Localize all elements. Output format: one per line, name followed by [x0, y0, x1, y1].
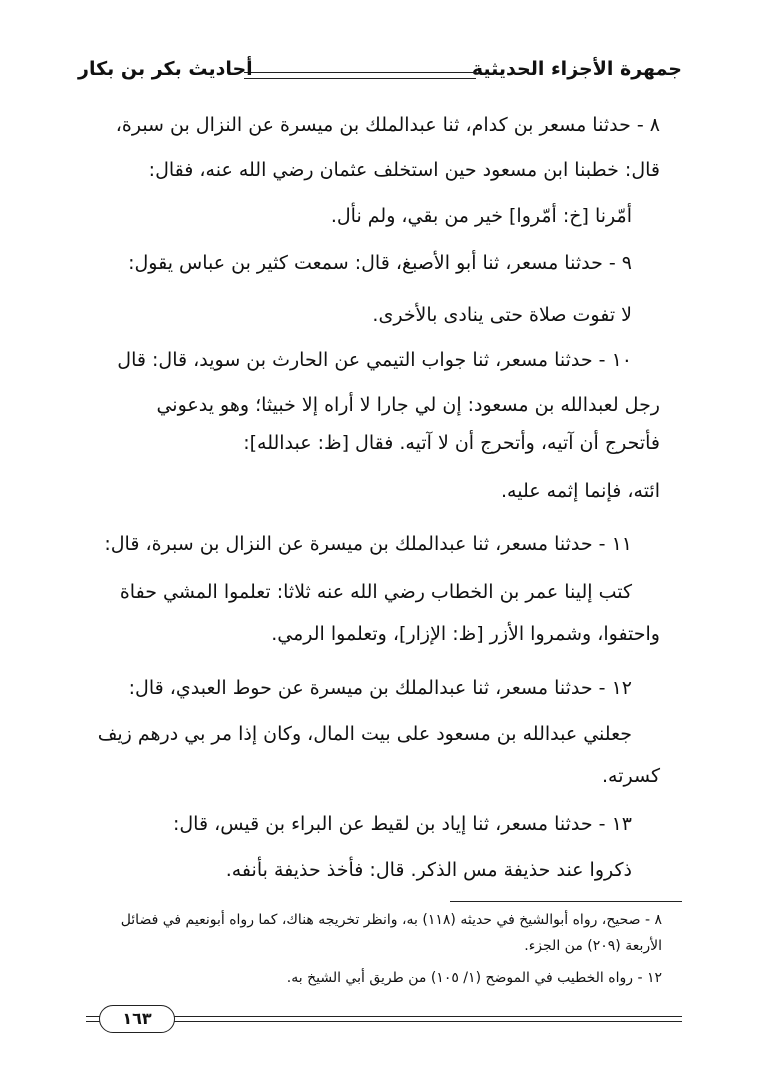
section-title: أحاديث بكر بن بكار [78, 58, 253, 80]
hadith-11-line-2: كتب إلينا عمر بن الخطاب رضي الله عنه ثلاثا: تعلموا المشي حفاة [119, 581, 632, 603]
footnote-8-line-1: ٨ - صحيح، رواه أبوالشيخ في حديثه (١١٨) به، وانظر تخريجه هناك، كما رواه أبونعيم في فضائل [120, 912, 662, 928]
footnote-separator [450, 901, 682, 902]
hadith-9-line-2: لا تفوت صلاة حتى ينادى بالأخرى. [372, 304, 632, 326]
hadith-12-line-3: كسرته. [602, 765, 660, 787]
header-rule [244, 72, 476, 79]
hadith-9-line-1: ٩ - حدثنا مسعر، ثنا أبو الأصبغ، قال: سمعت كثير بن عباس يقول: [128, 252, 632, 274]
hadith-12-line-1: ١٢ - حدثنا مسعر، ثنا عبدالملك بن ميسرة عن حوط العبدي، قال: [128, 677, 632, 699]
hadith-10-line-4: ائته، فإنما إثمه عليه. [501, 480, 660, 502]
hadith-10-line-2: رجل لعبدالله بن مسعود: إن لي جارا لا أراه إلا خبيثا؛ وهو يدعوني [156, 394, 660, 416]
hadith-11-line-1: ١١ - حدثنا مسعر، ثنا عبدالملك بن ميسرة عن النزال بن سبرة، قال: [104, 533, 632, 555]
hadith-8-line-1: ٨ - حدثنا مسعر بن كدام، ثنا عبدالملك بن ميسرة عن النزال بن سبرة، [115, 114, 660, 136]
book-title: جمهرة الأجزاء الحديثية [471, 58, 682, 80]
hadith-10-line-3: فأتحرج أن آتيه، وأتحرج أن لا آتيه. فقال [ظ: عبدالله]: [243, 432, 660, 454]
hadith-12-line-2: جعلني عبدالله بن مسعود على بيت المال، وكان إذا مر بي درهم زيف [97, 723, 632, 745]
hadith-10-line-1: ١٠ - حدثنا مسعر، ثنا جواب التيمي عن الحارث بن سويد، قال: قال [117, 349, 632, 371]
footnote-8-line-2: الأربعة (٢٠٩) من الجزء. [524, 938, 662, 954]
page-number-rule-left [86, 1016, 100, 1022]
page-number: ١٦٣ [99, 1005, 175, 1033]
footnote-12: ١٢ - رواه الخطيب في الموضح (١/ ١٠٥) من طريق أبي الشيخ به. [286, 970, 662, 986]
hadith-13-line-2: ذكروا عند حذيفة مس الذكر. قال: فأخذ حذيفة بأنفه. [225, 859, 632, 881]
page-number-rule-right [172, 1016, 682, 1022]
hadith-13-line-1: ١٣ - حدثنا مسعر، ثنا إياد بن لقيط عن البراء بن قيس، قال: [172, 813, 632, 835]
hadith-8-line-3: أمّرنا [خ: أمّروا] خير من بقي، ولم نأل. [330, 205, 632, 227]
hadith-8-line-2: قال: خطبنا ابن مسعود حين استخلف عثمان رضي الله عنه، فقال: [148, 159, 660, 181]
hadith-11-line-3: واحتفوا، وشمروا الأزر [ظ: الإزار]، وتعلموا الرمي. [271, 623, 660, 645]
running-header [78, 52, 682, 92]
